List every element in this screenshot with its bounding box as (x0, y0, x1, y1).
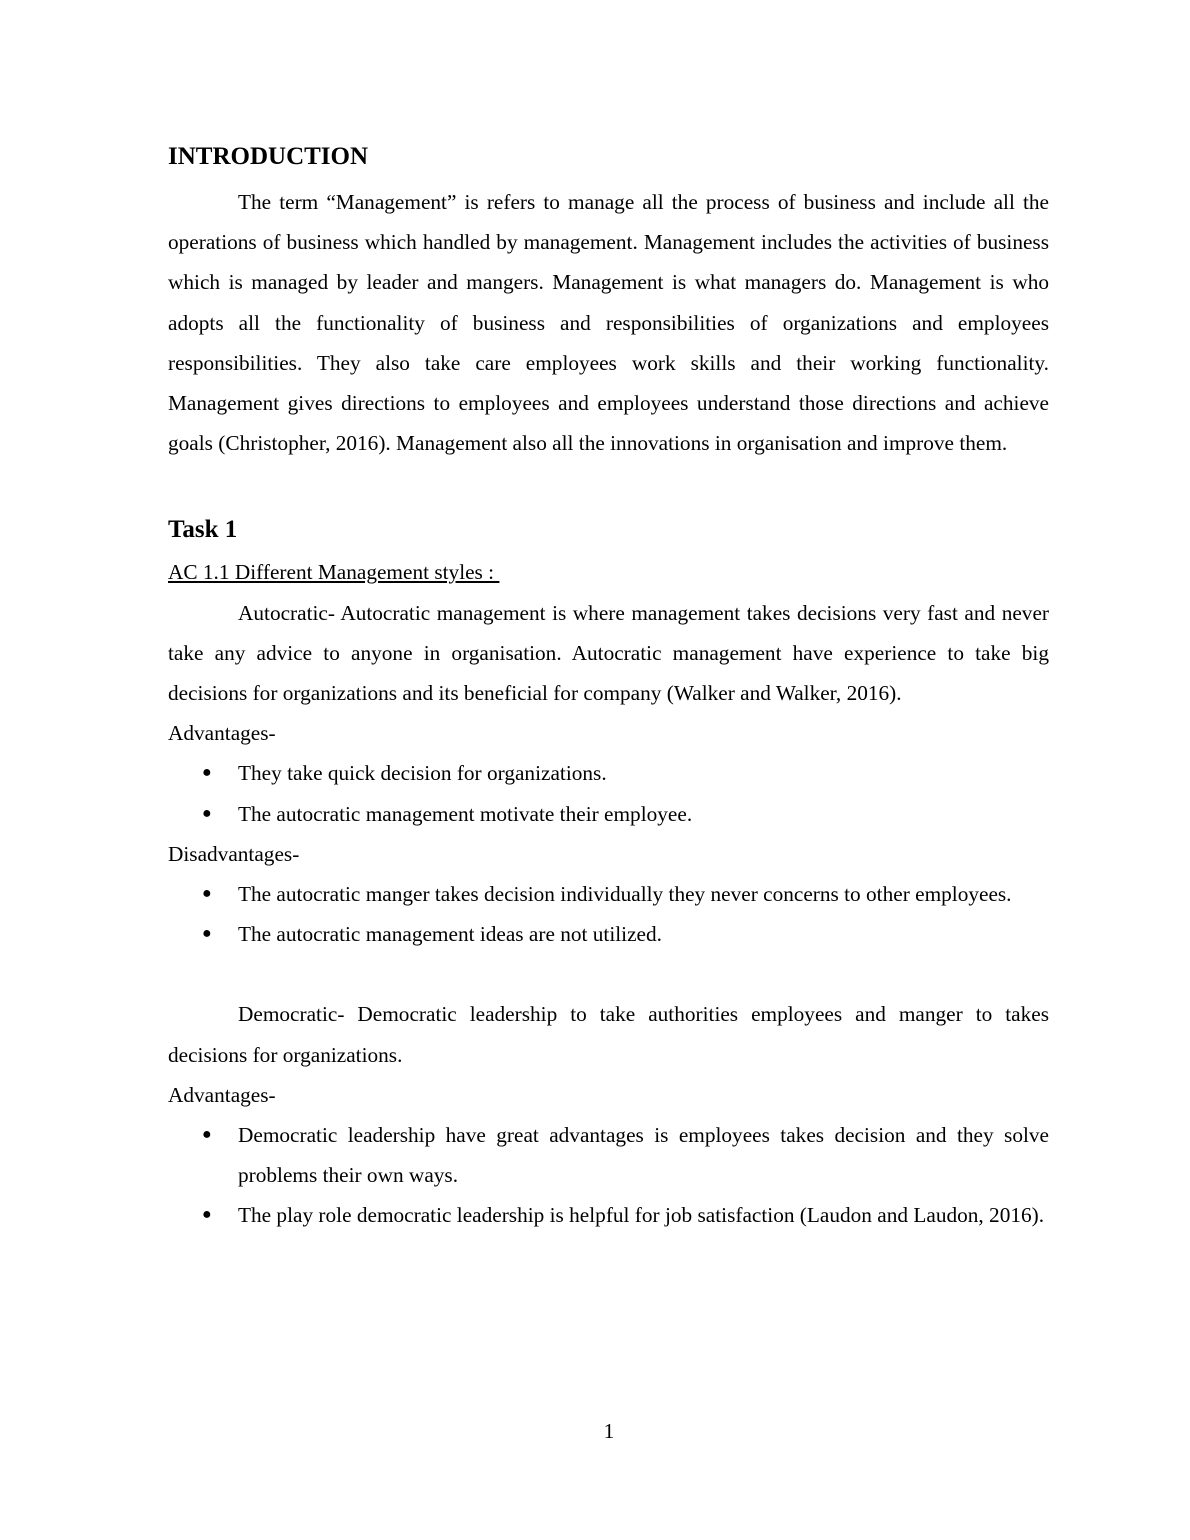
list-item-text: The autocratic management motivate their employee. (238, 801, 693, 826)
bullet-icon: ● (202, 804, 212, 822)
autocratic-paragraph: Autocratic- Autocratic management is where management takes decisions very fast and never take any advice to anyone in organisation. Autocratic management have experience to take big decisions for organizations and its beneficial for company (Walker and Walker, 2016). (168, 600, 1049, 706)
bullet-icon: ● (202, 764, 212, 782)
spacer (168, 463, 1049, 513)
list-item-text: They take quick decision for organizations. (238, 761, 607, 786)
list-item-text: The autocratic manger takes decision individually they never concerns to other employees. (238, 882, 1012, 907)
autocratic-advantages-label: Advantages- (168, 721, 276, 746)
list-item (202, 1195, 1049, 1235)
list-item-text: The play role democratic leadership is helpful for job satisfaction (Laudon and Laudon, 2016). (238, 1203, 1045, 1228)
autocratic-disadvantages-label: Disadvantages- (168, 841, 300, 866)
autocratic-advantages-list (168, 753, 1049, 833)
democratic-advantages-list (168, 1115, 1049, 1236)
task1-heading: Task 1 (168, 516, 238, 544)
page-number: 1 (603, 1419, 615, 1443)
list-item (202, 753, 1049, 793)
autocratic-disadvantages-list (168, 874, 1049, 954)
list-item-text: Democratic leadership have great advantages is employees takes decision and they solve problems their own ways. (238, 1123, 1049, 1188)
introduction-heading: INTRODUCTION (168, 143, 369, 170)
list-item (202, 874, 1049, 914)
spacer (168, 954, 1049, 994)
bullet-icon: ● (202, 1126, 212, 1144)
list-item (202, 794, 1049, 834)
democratic-paragraph: Democratic- Democratic leadership to take authorities employees and manger to takes decisions for organizations. (168, 1002, 1049, 1067)
democratic-advantages-label: Advantages- (168, 1082, 276, 1107)
bullet-icon: ● (202, 885, 212, 903)
ac-1-1-subheading: AC 1.1 Different Management styles : (168, 560, 500, 585)
introduction-paragraph: The term “Management” is refers to manage all the process of business and include all the operations of business which handled by management. Management includes the activities of business which is managed by leader and mangers. Management is what managers do. Management is who adopts all the functionality of business and responsibilities of organizations and employees responsibilities. They also take care employees work skills and their working functionality. Management gives directions to employees and employees understand those directions and achieve goals (Christopher, 2016). Management also all the innovations in organisation and improve them. (168, 190, 1049, 456)
bullet-icon: ● (202, 925, 212, 943)
list-item-text: The autocratic management ideas are not utilized. (238, 922, 662, 947)
bullet-icon: ● (202, 1206, 212, 1224)
page-content (168, 140, 1049, 1236)
list-item (202, 914, 1049, 954)
list-item (202, 1115, 1049, 1195)
